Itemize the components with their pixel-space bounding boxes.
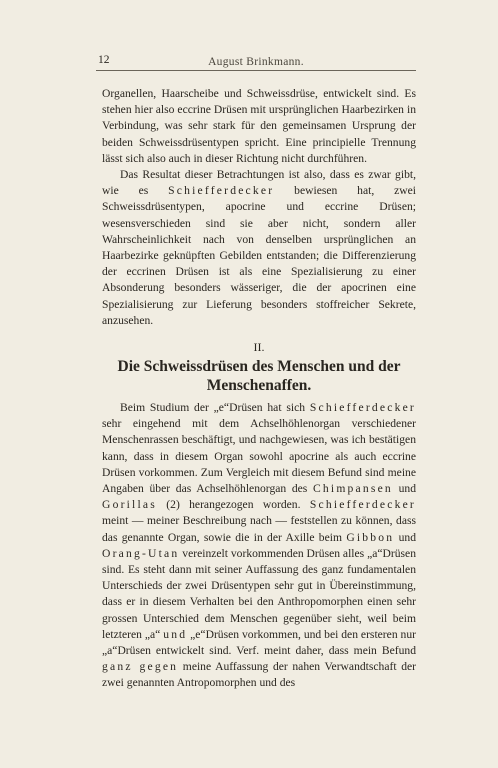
paragraph-3-text: und: [392, 482, 416, 496]
author-name-emphasis: Schiefferdecker: [168, 184, 275, 198]
phrase-emphasis: ganz gegen: [102, 660, 179, 674]
text-block-bottom: [102, 400, 416, 692]
section-number: II.: [253, 340, 265, 354]
paragraph-3-text: „e“Drüsen vorkommen, und bei den ersteren nur „a“Drüsen entwickelt sind. Verf. meint daher, dass mein Befund: [102, 627, 416, 658]
author-name-emphasis: Schiefferdecker: [309, 401, 416, 414]
paragraph-2: [102, 167, 416, 329]
page-header: [96, 52, 416, 71]
paragraph-3-text: Beim Studium der „e“Drüsen hat sich: [120, 401, 310, 414]
paragraph-1: Organellen, Haarscheibe und Schweissdrüse, entwickelt sind. Es stehen hier also eccrine Drüsen mit ursprünglichen Haarbezirken in Verbindung, was sehr stark für den gemeinsamen Ursprung der beiden Schweissdrüsentypen spricht. Eine principielle Trennung lässt sich also auch in dieser Richtung nicht durchführen.: [102, 87, 416, 165]
paragraph-2-text-a: Das Resultat dieser Betrachtungen ist also, dass es zwar gibt, wie es: [102, 168, 416, 198]
author-name-emphasis: Schiefferdecker: [309, 498, 416, 512]
species-name-emphasis: Gorillas: [102, 498, 157, 512]
paragraph-2-text-b: bewiesen hat, zwei Schweissdrüsentypen, apocrine und eccrine Drüsen; wesensverschieden sind sie aber nicht, sondern aller Wahrscheinlichkeit nach von denselben ursprünglichen an Haarbezirke geknüpften Gebilden entstanden; die Differenzierung der eccrinen Drüsen ist als eine Spezialisierung zu einer Absonderung besonders wässeriger, die der apocrinen eine Spezialisierung zur Lieferung besonders stoffreicher Sekrete, anzusehen.: [102, 184, 416, 327]
paragraph-3-text: und: [394, 530, 416, 544]
page-number: 12: [98, 54, 110, 66]
species-name-emphasis: Orang-Utan: [102, 546, 180, 560]
section-title: Die Schweissdrüsen des Menschen und der Menschenaffen.: [117, 358, 401, 394]
text-block-top: [102, 86, 416, 329]
paragraph-3: [102, 400, 416, 692]
word-emphasis: und: [163, 627, 188, 641]
paragraph-3-text: (2) herangezogen worden.: [156, 498, 310, 512]
running-title: August Brinkmann.: [208, 56, 304, 68]
species-name-emphasis: Gibbon: [346, 530, 395, 544]
paragraph-3-text: sehr eingehend mit dem Achselhöhlenorgan verschiedener Menschenrassen beschäftigt, und nachgewiesen, was ich bestätigen kann, dass in diesem Organ sowohl apocrine als auch eccrine Drüsen vorkommen. Zum Vergleich mit diesem Befund sind meine Angaben über das Achselhöhlenorgan des: [102, 417, 416, 496]
paragraph-3-text: vereinzelt vorkommenden Drüsen alles „a“Drüsen sind. Es steht dann mit seiner Auffassung des ganz fundamentalen Unterschieds der zwei Drüsentypen sehr gut in Übereinstimmung, dass er in diesem Verhalten bei den Anthropomorphen einen sehr grossen Unterschied dem Menschen gegenüber sieht, weil beim letzteren „a“: [102, 546, 416, 641]
paragraph-3-text: meine Auffassung der nahen Verwandtschaft der zwei genannten Antropomorphen und des: [102, 660, 416, 690]
species-name-emphasis: Chimpansen: [312, 482, 393, 496]
paragraph-3-text: meint — meiner Beschreibung nach — feststellen zu können, dass das genannte Organ, sowie die in der Axille beim: [102, 514, 416, 544]
